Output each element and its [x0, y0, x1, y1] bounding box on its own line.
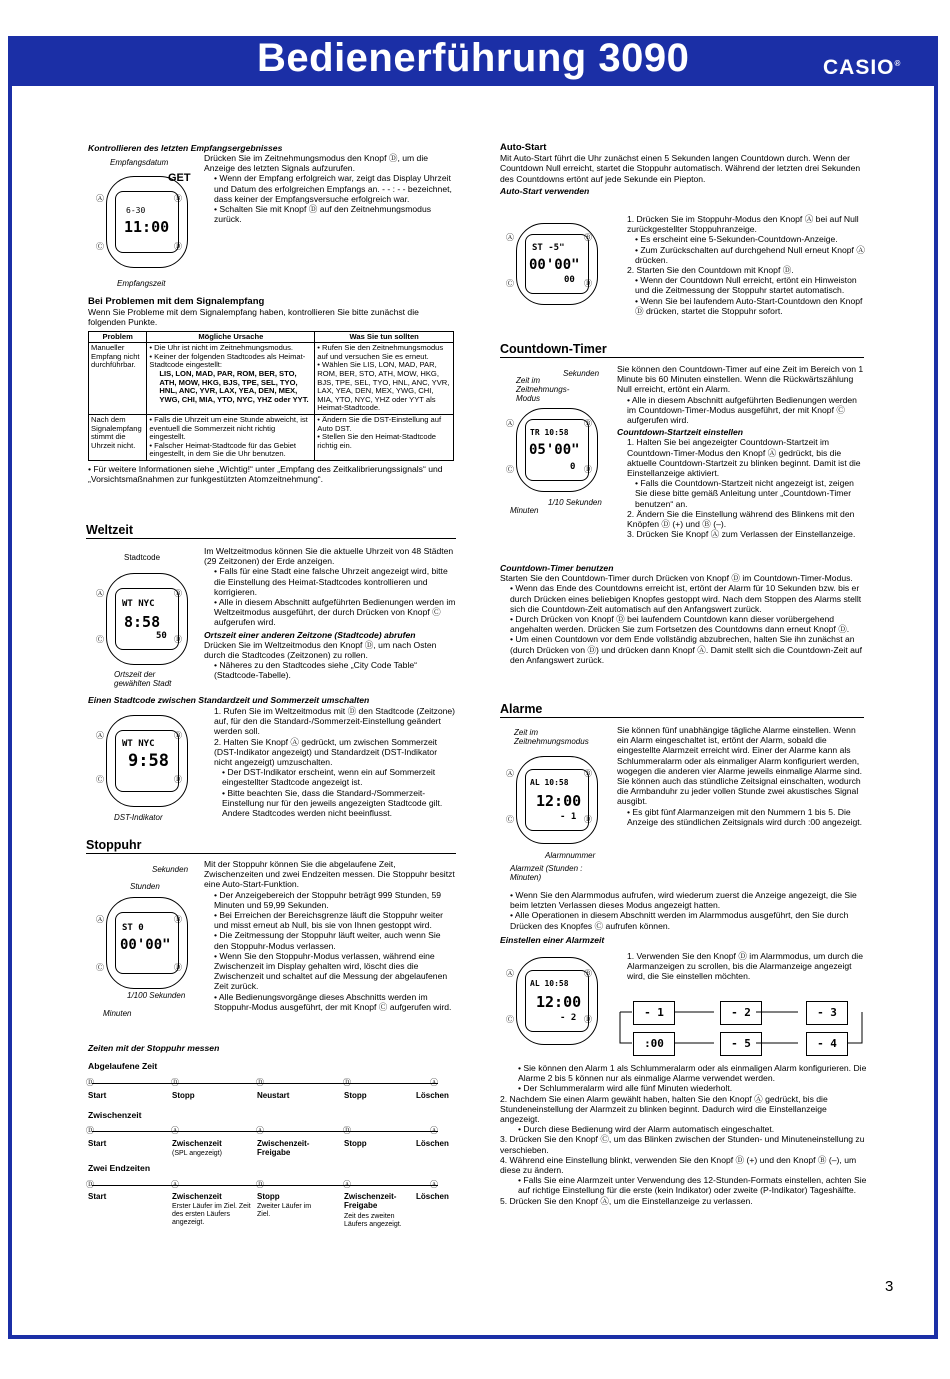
button-d-label: Ⓓ	[584, 279, 592, 288]
seq3-button: Ⓓ	[86, 1180, 94, 1189]
button-c-label: Ⓒ	[96, 242, 104, 251]
dst-text	[204, 706, 456, 818]
table-cell	[315, 414, 454, 460]
seq3-button: Ⓐ	[343, 1180, 351, 1189]
countdown-step: 1. Halten Sie bei angezeigter Countdown-Startzeit im Countdown-Timer-Modus den Knopf Ⓐ gedrückt, bis die aktuelle Countdown-Startzeit zu blinken beginnt. Damit ist die Einstellanzeige aktiviert.	[627, 437, 861, 479]
seq1-button: Ⓓ	[256, 1078, 264, 1087]
button-a-label: Ⓐ	[506, 769, 514, 778]
caption-hours: Stunden	[130, 882, 160, 891]
divider	[500, 717, 864, 718]
cell-line: • Ändern Sie die DST-Einstellung auf Auto DST.	[317, 414, 442, 433]
button-b-label: Ⓑ	[584, 419, 592, 428]
cell-line: LIS, LON, MAD, PAR, ROM, BER, STO, ATH, MOW, HKG, BJS, TPE, SEL, TYO, HNL, ANC, YVR, LAX, YEA, DEN, MEX, YWG, CHI, MIA, YTO, NYC, YHZ oder YYT.	[159, 368, 309, 404]
autostart-step: 2. Starten Sie den Countdown mit Knopf Ⓓ.	[627, 265, 794, 276]
cycle-line	[620, 1012, 632, 1043]
problems-note: • Für weitere Informationen siehe „Wichtig!“ unter „Empfang des Zeitkalibrierungssignals“ und „Vorsichtsmaßnahmen zur funkgestützten Atomzeitnehmung“.	[88, 463, 443, 485]
alarm-step: 5. Drücken Sie den Knopf Ⓐ, um die Einstellanzeige zu verlassen.	[500, 1195, 753, 1206]
seq1-arrow-line	[92, 1083, 438, 1084]
lcd-time: 00'00"	[120, 937, 171, 953]
world-subheading: Ortszeit einer anderen Zeitzone (Stadtcode) abrufen	[204, 629, 416, 640]
alarm-text	[617, 725, 867, 827]
countdown-bullet: • Um einen Countdown vor dem Ende vollständig abzubrechen, halten Sie ihn zunächst an (durch Drücken von Ⓓ) und drücken dann Knopf Ⓐ. Damit stellt sich die Countdown-Zeit auf den Anfangswert zurück.	[510, 634, 863, 665]
divider	[500, 357, 864, 358]
seq3-step: Zwischenzeit-Freigabe	[344, 1192, 397, 1210]
page-number: 3	[885, 1278, 894, 1295]
lcd-mode: ST 0	[122, 923, 144, 933]
alarm-set-step1	[617, 951, 867, 982]
seq1-step: Start	[88, 1091, 107, 1100]
check-heading: Kontrollieren des letzten Empfangsergebnisses	[88, 143, 283, 153]
lcd-date: 6-30	[126, 206, 146, 215]
divider	[86, 538, 456, 539]
alarm-bullet: • Es gibt fünf Alarmanzeigen mit den Nummern 1 bis 5. Die Anzeige des stündlichen Zeitsignals wird durch :00 angezeigt.	[627, 806, 863, 827]
table-header-problem: Problem	[89, 331, 147, 343]
lcd-top: AL 10:58	[530, 979, 569, 988]
seq3-step: Start	[88, 1192, 107, 1201]
world-heading-block	[86, 525, 456, 541]
alarm-step: 4. Während eine Einstellung blinkt, verwenden Sie den Knopf Ⓓ (+) und den Knopf Ⓑ (–), um diese zu ändern.	[500, 1154, 857, 1176]
alarm-box: - 3	[806, 1001, 848, 1025]
countdown-text	[617, 364, 867, 539]
dst-bullet: • Der DST-Indikator erscheint, wenn ein auf Sommerzeit eingestellter Stadtcode angezeigt ist.	[222, 767, 436, 788]
lcd-sub: 0	[570, 462, 576, 472]
table-header-cause: Mögliche Ursache	[147, 331, 315, 343]
cell-line: • Rufen Sie den Zeitnehmungsmodus auf und versuchen Sie es erneut.	[317, 343, 444, 361]
alarm-paragraph: Sie können auch das stündliche Zeitsignal einschalten, wodurch die Armbanduhr zu jeder vollen Stunde zwei akustisches Signal ausgibt.	[617, 776, 861, 807]
caption-timekeeping-mode: Zeit im Zeitnehmungs-Modus	[516, 376, 570, 403]
problems-intro: Wenn Sie Probleme mit dem Signalempfang haben, kontrollieren Sie bitte zunächst die folgenden Punkte.	[88, 307, 419, 328]
countdown-subheading: Countdown-Timer benutzen	[500, 563, 614, 573]
button-d-label: Ⓓ	[584, 1015, 592, 1024]
button-a-label: Ⓐ	[96, 915, 104, 924]
get-label: GET	[168, 172, 191, 184]
watch-lcd	[115, 588, 179, 650]
countdown-heading: Countdown-Timer	[500, 342, 607, 356]
table-row	[89, 343, 454, 415]
alarm-bullet: • Der Schlummeralarm wird alle fünf Minuten wiederholt.	[518, 1083, 733, 1094]
button-d-label: Ⓓ	[174, 963, 182, 972]
alarm-notes	[500, 890, 868, 945]
seq2-step: Zwischenzeit	[172, 1139, 222, 1148]
alarm-step: 1. Verwenden Sie den Knopf Ⓓ im Alarmmodus, um durch die Alarmanzeigen zu scrollen, bis die Alarmanzeige angezeigt wird, die Sie einstellen möchten.	[627, 951, 863, 982]
countdown-heading-block	[500, 344, 864, 360]
stopwatch-bullet: • Wenn Sie den Stoppuhr-Modus verlassen, während eine Zwischenzeit im Display gehalten wird, löscht dies die Zwischenzeit und schaltet auf die Messung der abgelaufenen Zeit zurück.	[214, 950, 448, 992]
countdown-bullet: • Wenn das Ende des Countdowns erreicht ist, ertönt der Alarm für 10 Sekunden bzw. bis er durch Drücken eines beliebigen Knopfes gestoppt wird. Nach dem Stoppen des Alarms stellt sich die Countdown-Zeit automatisch auf den Anfangswert zurück.	[510, 583, 862, 614]
seq1-button: Ⓓ	[171, 1078, 179, 1087]
caption-seconds: Sekunden	[152, 865, 189, 874]
button-b-label: Ⓑ	[174, 589, 182, 598]
alarm-box: - 1	[633, 1001, 675, 1025]
table-cell: Nach dem Signalempfang stimmt die Uhrzeit nicht.	[89, 414, 147, 460]
table-cell	[147, 343, 315, 415]
button-d-label: Ⓓ	[584, 465, 592, 474]
table-cell	[315, 343, 454, 415]
lcd-time: 12:00	[536, 792, 582, 810]
divider	[86, 853, 456, 854]
button-a-label: Ⓐ	[96, 589, 104, 598]
watch-illustration-check	[106, 176, 188, 268]
button-b-label: Ⓑ	[174, 731, 182, 740]
seq2-step: Start	[88, 1139, 107, 1148]
lcd-top: ST -5"	[532, 243, 565, 253]
seq3-button: Ⓐ	[430, 1180, 438, 1189]
button-b-label: Ⓑ	[584, 969, 592, 978]
alarm-subheading: Einstellen einer Alarmzeit	[500, 934, 605, 945]
caption-seconds: Sekunden	[563, 369, 600, 378]
check-bullet-1: • Wenn der Empfang erfolgreich war, zeigt das Display Uhrzeit und Datum des erfolgreichen Empfangs an. - - : - - bezeichnet, dass keiner der Empfangsversuche erfolgreich war.	[214, 173, 452, 204]
brand-logo: CASIO®	[823, 56, 902, 79]
alarm-step: 2. Nachdem Sie einen Alarm gewählt haben, halten Sie den Knopf Ⓐ gedrückt, bis die Stundeneinstellung der Alarmzeit zu blinken beginnt. Dadurch wird die Einstellanzeige angezeigt.	[500, 1093, 828, 1125]
seq3-arrow-line	[92, 1185, 438, 1186]
caption-alarm-number: Alarmnummer	[545, 851, 596, 860]
table-cell	[147, 414, 315, 460]
alarm-box: - 2	[720, 1001, 762, 1025]
caption-alarm-time: Alarmzeit (Stunden : Minuten)	[510, 864, 583, 882]
caption-reception-time: Empfangszeit	[117, 279, 166, 288]
lcd-sub: - 2	[560, 1013, 577, 1023]
world-paragraph: Im Weltzeitmodus können Sie die aktuelle Uhrzeit von 48 Städten (29 Zeitzonen) der Erde anzeigen.	[204, 546, 454, 567]
autostart-subheading: Auto-Start verwenden	[500, 185, 590, 196]
seq1-step: Löschen	[416, 1091, 449, 1100]
button-d-label: Ⓓ	[174, 775, 182, 784]
problems-section	[88, 297, 454, 484]
check-bullet-2: • Schalten Sie mit Knopf Ⓓ auf den Zeitnehmungsmodus zurück.	[214, 204, 432, 225]
stopwatch-heading-block	[86, 840, 456, 856]
countdown-subheading: Countdown-Startzeit einstellen	[617, 427, 744, 438]
world-text	[204, 546, 456, 681]
button-a-label: Ⓐ	[506, 969, 514, 978]
button-d-label: Ⓓ	[174, 242, 182, 251]
seq3-note: Zeit des zweiten Läufers angezeigt.	[344, 1213, 402, 1228]
seq2-step: Zwischenzeit-Freigabe	[257, 1139, 310, 1157]
alarm-paragraph: Sie können fünf unabhängige tägliche Alarme einstellen. Wenn ein Alarm eingeschaltet ist, ertönt der Alarm, sobald die eingestellte Alarmzeit erreicht wird. Einer der Alarme kann als Schlummeralarm oder als einmaliger Alarm konfiguriert werden, wogegen die anderen vier Alarme jeweils einmalige Alarme sind.	[617, 725, 863, 776]
button-c-label: Ⓒ	[506, 815, 514, 824]
countdown-paragraph: Sie können den Countdown-Timer auf eine Zeit im Bereich von 1 Minute bis 60 Minuten einstellen. Wenn die Rückwärtszählung Null erreicht, ertönt ein Alarm.	[617, 364, 864, 395]
caption-hundredths: 1/100 Sekunden	[127, 991, 186, 1000]
cell-line: • Die Uhr ist nicht im Zeitnehmungsmodus.	[149, 343, 294, 353]
button-c-label: Ⓒ	[96, 775, 104, 784]
seq1-button: Ⓐ	[430, 1078, 438, 1087]
autostart-bullet: • Wenn der Countdown Null erreicht, ertönt ein Hinweiston und die Zeitmessung der Stoppuhr startet automatisch.	[635, 275, 857, 296]
button-c-label: Ⓒ	[506, 1015, 514, 1024]
stopwatch-bullet: • Bei Erreichen der Bereichsgrenze läuft die Stoppuhr weiter und misst erneut ab Null, bis sie von Ihnen gestoppt wird.	[214, 910, 443, 931]
watch-lcd	[525, 419, 589, 481]
lcd-time: 11:00	[124, 218, 170, 236]
seq3-title: Zwei Endzeiten	[88, 1163, 151, 1173]
watch-illustration-world	[106, 573, 188, 665]
lcd-city: WT NYC	[122, 739, 155, 749]
seq3-note: Erster Läufer im Ziel. Zeit des ersten Läufers angezeigt.	[172, 1203, 251, 1226]
alarm-step: 3. Drücken Sie den Knopf Ⓒ, um das Blinken zwischen der Stunden- und Minuteneinstellung zu verschieben.	[500, 1134, 865, 1155]
watch-lcd	[115, 730, 179, 792]
seq2-step: Stopp	[344, 1139, 367, 1148]
watch-lcd	[525, 970, 589, 1032]
seq2-title: Zwischenzeit	[88, 1110, 142, 1120]
button-c-label: Ⓒ	[506, 279, 514, 288]
alarm-box: - 4	[806, 1032, 848, 1056]
lcd-city: WT NYC	[122, 599, 155, 609]
caption-local-time: Ortszeit der gewählten Stadt	[114, 670, 172, 688]
autostart-step: 1. Drücken Sie im Stoppuhr-Modus den Knopf Ⓐ bei auf Null zurückgestellter Stoppuhranzeige.	[627, 214, 859, 235]
cell-line: • Keiner der folgenden Stadtcodes als Heimat-Stadtcode eingestellt:	[149, 351, 306, 370]
button-c-label: Ⓒ	[96, 635, 104, 644]
check-paragraph: Drücken Sie im Zeitnehmungsmodus den Knopf Ⓓ, um die Anzeige des letzten Signals aufzurufen.	[204, 153, 429, 174]
seq3-step: Löschen	[416, 1192, 449, 1201]
alarm-box: :00	[633, 1032, 675, 1056]
button-b-label: Ⓑ	[584, 769, 592, 778]
world-paragraph: Drücken Sie im Weltzeitmodus den Knopf Ⓓ, um nach Osten durch die Stadtcodes (Zeitzonen) zu rollen.	[204, 639, 437, 661]
alarm-set-rest	[500, 1063, 868, 1206]
lcd-time: 05'00"	[529, 442, 580, 458]
seq1-title: Abgelaufene Zeit	[88, 1061, 158, 1071]
autostart-bullet: • Zum Zurückschalten auf durchgehend Null erneut Knopf Ⓐ drücken.	[635, 244, 865, 265]
page-title: Bedienerführung 3090	[257, 36, 690, 80]
countdown-bullet: • Alle in diesem Abschnitt aufgeführten Bedienungen werden im Countdown-Timer-Modus ausgeführt, der mit Knopf Ⓒ aufgerufen wird.	[627, 394, 857, 426]
watch-lcd	[115, 191, 179, 253]
button-a-label: Ⓐ	[506, 419, 514, 428]
table-header-action: Was Sie tun sollten	[315, 331, 454, 343]
seq3-button: Ⓓ	[256, 1180, 264, 1189]
alarm-bullet: • Wenn Sie den Alarmmodus aufrufen, wird wiederum zuerst die Anzeige angezeigt, die Sie beim letzten Verlassen dieses Modus angezeigt hatten.	[510, 890, 857, 911]
alarm-box: - 5	[720, 1032, 762, 1056]
button-c-label: Ⓒ	[506, 465, 514, 474]
seq1-step: Stopp	[172, 1091, 195, 1100]
caption-timekeeping-mode: Zeit im Zeitnehmungsmodus	[514, 728, 589, 746]
button-a-label: Ⓐ	[96, 731, 104, 740]
lcd-top: TR 10:58	[530, 428, 569, 437]
table-cell: Manueller Empfang nicht durchführbar.	[89, 343, 147, 415]
seq2-button: Ⓐ	[430, 1126, 438, 1135]
lcd-sub: 00	[564, 275, 575, 285]
check-text	[204, 153, 456, 224]
seq3-step: Stopp	[257, 1192, 280, 1201]
seq1-step: Stopp	[344, 1091, 367, 1100]
world-bullet: • Alle in diesem Abschnitt aufgeführten Bedienungen werden im Weltzeitmodus ausgeführt, der durch Drücken von Knopf Ⓒ aufgerufen wird.	[214, 597, 456, 628]
caption-minutes: Minuten	[510, 506, 539, 515]
seq2-arrow-line	[92, 1131, 438, 1132]
alarm-heading: Alarme	[500, 702, 543, 716]
cell-line: • Falscher Heimat-Stadtcode für das Gebiet eingestellt, in dem Sie die Uhr benutzen.	[149, 440, 296, 459]
stopwatch-bullet: • Alle Bedienungsvorgänge dieses Abschnitts werden im Stoppuhr-Modus ausgeführt, der mit Knopf Ⓒ aufgerufen wird.	[214, 991, 452, 1012]
stopwatch-bullet: • Der Anzeigebereich der Stoppuhr beträgt 999 Stunden, 59 Minuten und 59,99 Sekunden.	[214, 889, 442, 910]
seq3-step: Zwischenzeit	[172, 1192, 222, 1201]
lcd-time: 8:58	[124, 613, 161, 631]
watch-lcd	[525, 769, 589, 831]
countdown-bullet: • Falls die Countdown-Startzeit nicht angezeigt ist, zeigen Sie diese bitte gemäß Anleitung unter „Countdown-Timer benutzen“ an.	[635, 478, 854, 509]
cell-line: • Stellen Sie den Heimat-Stadtcode richtig ein.	[317, 432, 437, 450]
caption-city-code: Stadtcode	[124, 553, 161, 562]
caption-minutes: Minuten	[103, 1009, 132, 1018]
seq2-button: Ⓐ	[171, 1126, 179, 1135]
dst-step: 1. Rufen Sie im Weltzeitmodus mit Ⓓ den Stadtcode (Zeitzone) auf, für den die Standard-/Sommerzeit-Einstellung geändert werden soll.	[214, 706, 456, 737]
seq1-button: Ⓓ	[343, 1078, 351, 1087]
cell-line: • Falls die Uhrzeit um eine Stunde abweicht, ist eventuell die Sommerzeit nicht richtig eingestellt.	[149, 414, 308, 442]
countdown-bullet: • Durch Drücken von Knopf Ⓓ bei laufendem Countdown kann dieser vorübergehend angehalten werden. Drücken Sie zum Fortsetzen des Countdowns dann erneut Knopf Ⓓ.	[510, 614, 850, 635]
lcd-sub: - 1	[560, 812, 577, 822]
autostart-bullet: • Es erscheint eine 5-Sekunden-Countdown-Anzeige.	[635, 234, 838, 245]
autostart-bullet: • Wenn Sie bei laufendem Auto-Start-Countdown den Knopf Ⓓ drücken, startet die Stoppuhr sofort.	[635, 295, 863, 316]
autostart-heading: Auto-Start	[500, 142, 547, 153]
watch-illustration-dst	[106, 715, 188, 807]
watch-lcd	[525, 234, 589, 294]
dst-step: 2. Halten Sie Knopf Ⓐ gedrückt, um zwischen Sommerzeit (DST-Indikator angezeigt) und Standardzeit (DST-Indikator nicht angezeigt) umzuschalten.	[214, 736, 438, 768]
stopwatch-subheading: Zeiten mit der Stoppuhr messen	[88, 1043, 220, 1053]
countdown-paragraph: Starten Sie den Countdown-Timer durch Drücken von Knopf Ⓓ im Countdown-Timer-Modus.	[500, 573, 853, 584]
countdown-step: 3. Drücken Sie Knopf Ⓐ zum Verlassen der Einstellanzeige.	[627, 529, 856, 540]
stopwatch-text	[204, 859, 456, 1012]
button-b-label: Ⓑ	[174, 915, 182, 924]
seq2-button: Ⓐ	[256, 1126, 264, 1135]
seq2-note: (SPL angezeigt)	[172, 1150, 222, 1157]
seq3-note: Zweiter Läufer im Ziel.	[257, 1203, 312, 1218]
button-b-label: Ⓑ	[584, 233, 592, 242]
seq2-button: Ⓓ	[86, 1126, 94, 1135]
button-d-label: Ⓓ	[174, 635, 182, 644]
alarm-bullet: • Durch diese Bedienung wird der Alarm automatisch eingeschaltet.	[518, 1124, 775, 1135]
lcd-seconds: 50	[156, 631, 167, 641]
caption-tenths: 1/10 Sekunden	[548, 498, 602, 507]
countdown-step: 2. Ändern Sie die Einstellung während des Blinkens mit den Knöpfen Ⓓ (+) und Ⓑ (–).	[627, 508, 855, 530]
stopwatch-heading: Stoppuhr	[86, 838, 142, 852]
stopwatch-paragraph: Mit der Stoppuhr können Sie die abgelaufene Zeit, Zwischenzeiten und zwei Endzeiten messen. Die Stoppuhr besitzt eine Auto-Start-Funktion.	[204, 859, 455, 890]
seq2-step: Löschen	[416, 1139, 449, 1148]
watch-illustration-stopwatch	[106, 897, 188, 989]
stopwatch-bullet: • Die Zeitmessung der Stoppuhr läuft weiter, auch wenn Sie den Stoppuhr-Modus verlassen.	[214, 930, 441, 951]
autostart-section	[500, 143, 870, 196]
alarm-bullet: • Alle Operationen in diesem Abschnitt werden im Alarmmodus ausgeführt, den Sie durch Drücken des Knopfes Ⓒ aufrufen können.	[510, 910, 849, 931]
world-bullet: • Falls für eine Stadt eine falsche Uhrzeit angezeigt wird, bitte die Einstellung des Heimat-Stadtcodes kontrollieren und korrigieren.	[214, 566, 448, 597]
lcd-time: 9:58	[128, 751, 169, 771]
alarm-heading-block	[500, 704, 864, 720]
dst-bullet: • Bitte beachten Sie, dass die Standard-/Sommerzeit-Einstellung nur für den jeweils angezeigten Stadtcode gilt. Andere Stadtcodes werden nicht beeinflusst.	[222, 787, 443, 819]
seq2-button: Ⓓ	[343, 1126, 351, 1135]
seq1-step: Neustart	[257, 1091, 290, 1100]
button-d-label: Ⓓ	[584, 815, 592, 824]
cell-line: • Wählen Sie LIS, LON, MAD, PAR, ROM, BER, STO, ATH, MOW, HKG, BJS, TPE, SEL, TYO, HNL, ANC, YVR, LAX, YEA, DEN, MEX, YWG, CHI, MIA, YTO, NYC, YHZ oder YYT als Heimat-Stadtcode.	[317, 360, 450, 413]
autostart-steps	[617, 214, 865, 316]
alarm-bullet: • Sie können den Alarm 1 als Schlummeralarm oder als einmaligen Alarm konfigurieren. Die Alarme 2 bis 5 können nur als einmalige Alarme verwendet werden.	[518, 1063, 867, 1084]
cycle-line	[848, 1012, 862, 1043]
lcd-time: 12:00	[536, 993, 582, 1011]
button-a-label: Ⓐ	[506, 233, 514, 242]
alarm-bullet: • Falls Sie eine Alarmzeit unter Verwendung des 12-Stunden-Formats einstellen, achten Sie auf richtige Einstellung für die erste (kein Indikator) oder zweite (P-Indikator) Tageshälfte.	[518, 1175, 867, 1196]
world-heading: Weltzeit	[86, 523, 133, 537]
autostart-paragraph: Mit Auto-Start führt die Uhr zunächst einen 5 Sekunden langen Countdown durch. Wenn der Countdown Null erreicht, startet die Stoppuhr automatisch. Während der letzten drei Sekunden des Countdowns ertönt auf jede Sekunde ein Piepton.	[500, 153, 861, 184]
caption-reception-date: Empfangsdatum	[110, 158, 169, 167]
stopwatch-measure	[88, 1043, 458, 1053]
countdown-use	[500, 563, 868, 665]
lcd-time: 00'00"	[529, 257, 580, 273]
button-c-label: Ⓒ	[96, 963, 104, 972]
button-a-label: Ⓐ	[96, 194, 104, 203]
caption-dst-indicator: DST-Indikator	[114, 813, 163, 822]
lcd-top: AL 10:58	[530, 778, 569, 787]
button-b-label: Ⓑ	[174, 194, 182, 203]
seq3-button: Ⓐ	[171, 1180, 179, 1189]
problems-table	[88, 331, 454, 461]
watch-lcd	[115, 912, 179, 974]
dst-subheading: Einen Stadtcode zwischen Standardzeit und Sommerzeit umschalten	[88, 695, 370, 705]
table-row	[89, 414, 454, 460]
seq1-button: Ⓓ	[86, 1078, 94, 1087]
problems-heading: Bei Problemen mit dem Signalempfang	[88, 296, 265, 307]
world-bullet: • Näheres zu den Stadtcodes siehe „City Code Table“ (Stadtcode-Tabelle).	[214, 660, 418, 681]
